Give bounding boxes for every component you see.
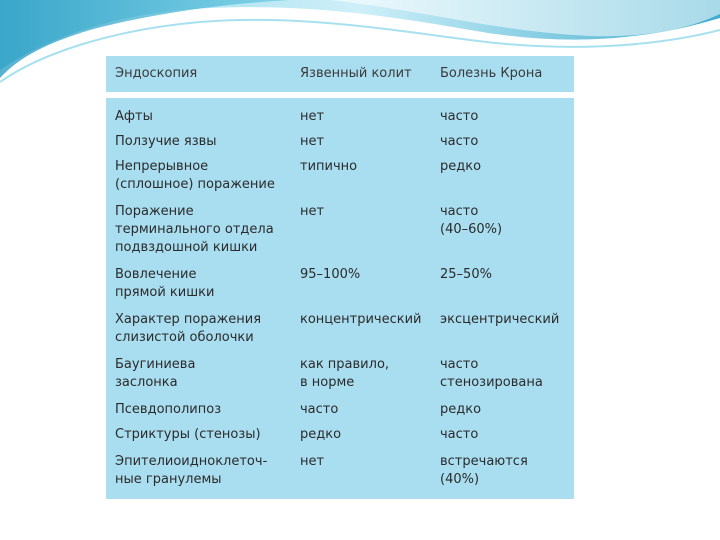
table-cell-crohns-disease: редко: [440, 402, 482, 417]
table-cell-ulcerative-colitis: 95–100%: [300, 267, 361, 282]
table-cell-ulcerative-colitis: нет: [300, 134, 325, 149]
table-cell-endoscopy-sign: Стриктуры (стенозы): [115, 427, 261, 442]
header-cell-endoscopy-sign: Эндоскопия: [115, 66, 198, 81]
table-body: [106, 98, 574, 499]
table-cell-crohns-disease: эксцентрический: [440, 312, 560, 327]
table-cell-ulcerative-colitis: как правило, в норме: [300, 357, 390, 390]
table-cell-crohns-disease: часто стенозирована: [440, 357, 543, 390]
table-cell-ulcerative-colitis: типично: [300, 159, 358, 174]
table-cell-crohns-disease: встречаются (40%): [440, 454, 528, 487]
table-cell-crohns-disease: часто: [440, 134, 479, 149]
table-cell-ulcerative-colitis: редко: [300, 427, 342, 442]
table-cell-endoscopy-sign: Поражение терминального отдела подвздошной кишки: [115, 204, 274, 255]
table-cell-ulcerative-colitis: нет: [300, 204, 325, 219]
table-cell-endoscopy-sign: Непрерывное (сплошное) поражение: [115, 159, 275, 192]
table-cell-endoscopy-sign: Афты: [115, 109, 153, 124]
table-cell-endoscopy-sign: Ползучие язвы: [115, 134, 217, 149]
table-cell-endoscopy-sign: Вовлечение прямой кишки: [115, 267, 215, 300]
table-cell-endoscopy-sign: Эпителиоидноклеточ- ные гранулемы: [115, 454, 268, 487]
table-cell-ulcerative-colitis: нет: [300, 109, 325, 124]
table-cell-crohns-disease: часто: [440, 427, 479, 442]
table-cell-ulcerative-colitis: концентрический: [300, 312, 422, 327]
header-cell-ulcerative-colitis: Язвенный колит: [300, 66, 412, 81]
table-cell-endoscopy-sign: Характер поражения слизистой оболочки: [115, 312, 262, 345]
table-cell-crohns-disease: редко: [440, 159, 482, 174]
table-cell-crohns-disease: 25–50%: [440, 267, 492, 282]
table-cell-endoscopy-sign: Баугиниева заслонка: [115, 357, 196, 390]
table-cell-crohns-disease: часто (40–60%): [440, 204, 503, 237]
table-header: [106, 56, 574, 92]
table-cell-ulcerative-colitis: нет: [300, 454, 325, 469]
table-cell-ulcerative-colitis: часто: [300, 402, 339, 417]
table-cell-crohns-disease: часто: [440, 109, 479, 124]
table-cell-endoscopy-sign: Псевдополипоз: [115, 402, 222, 417]
header-cell-crohns-disease: Болезнь Крона: [440, 66, 543, 81]
